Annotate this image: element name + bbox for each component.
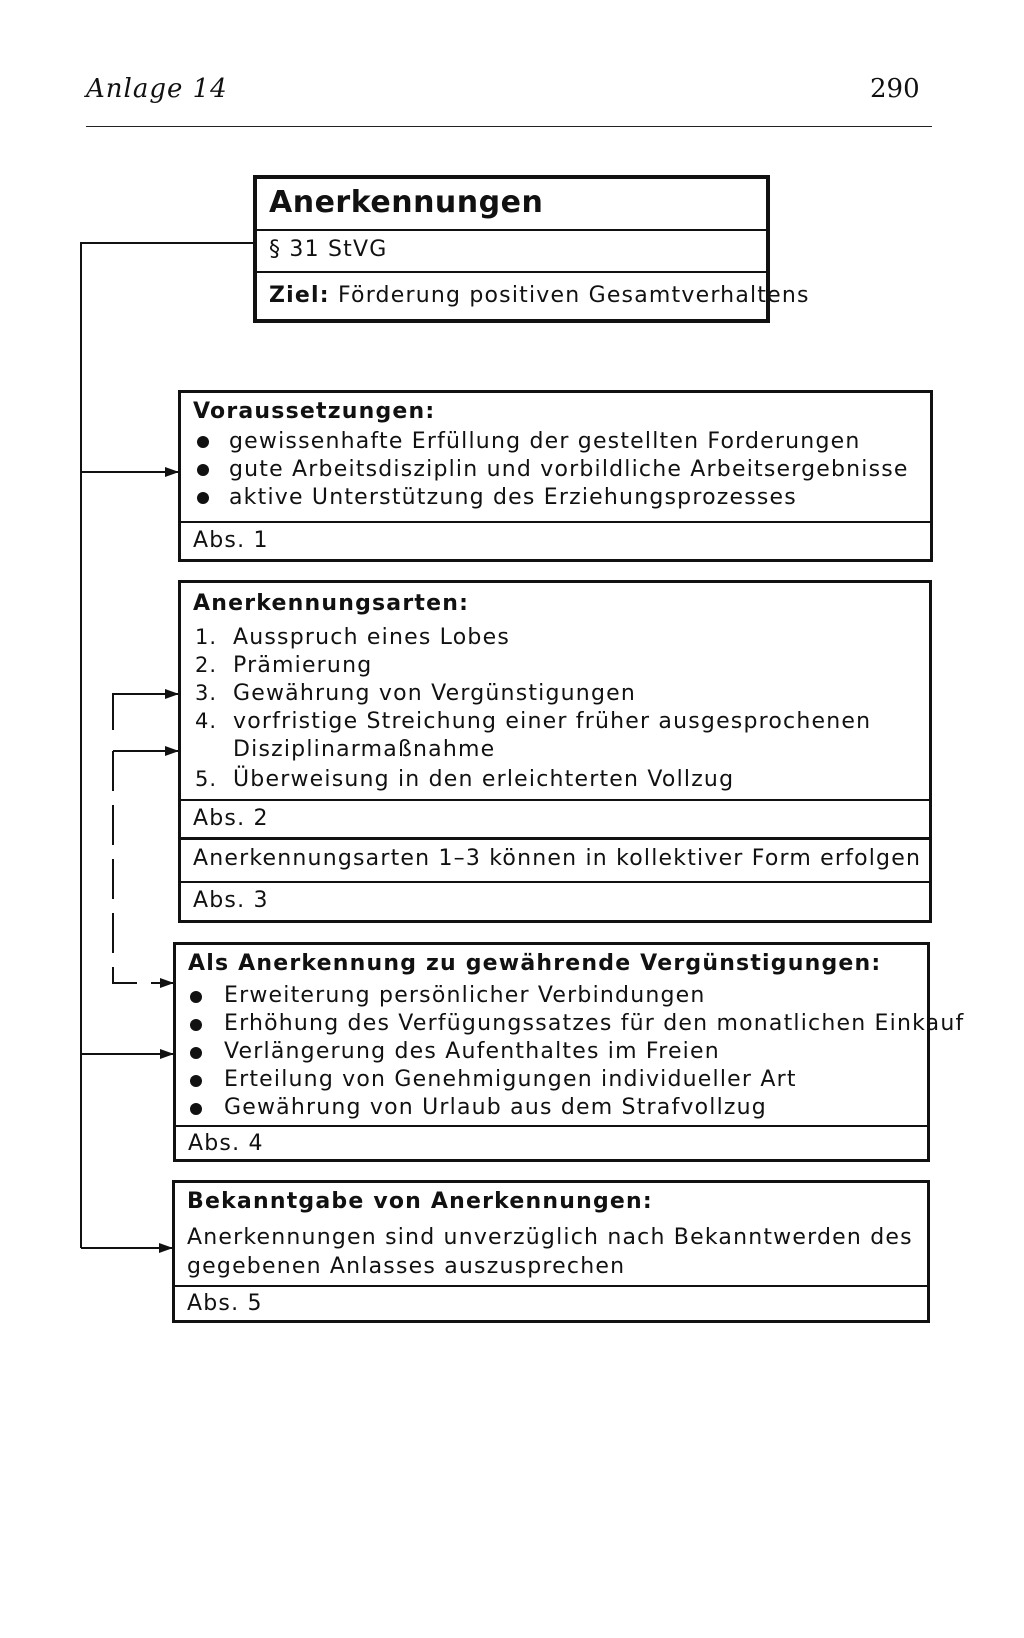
verguenstigung-item: Erhöhung des Verfügungssatzes für den monatlichen Einkauf xyxy=(224,1011,965,1036)
verguenstigung-item: Erteilung von Genehmigungen individueller Art xyxy=(224,1067,797,1092)
arten-title: Anerkennungsarten: xyxy=(193,591,470,616)
arten-item: Ausspruch eines Lobes xyxy=(233,625,510,650)
verguenstigungen-ref: Abs. 4 xyxy=(188,1131,264,1156)
main-title: Anerkennungen xyxy=(269,185,544,220)
box-voraussetzungen xyxy=(178,390,933,562)
bekanntgabe-title: Bekanntgabe von Anerkennungen: xyxy=(187,1189,653,1214)
main-ref-row xyxy=(257,229,766,271)
voraussetzungen-ref: Abs. 1 xyxy=(193,528,269,553)
voraussetzung-item: aktive Unterstützung des Erziehungsprozesses xyxy=(229,485,797,510)
bullet-icon xyxy=(197,464,209,476)
arten-item: Überweisung in den erleichterten Vollzug xyxy=(233,767,735,792)
bullet-icon xyxy=(197,436,209,448)
voraussetzungen-title: Voraussetzungen: xyxy=(193,399,436,424)
bekanntgabe-ref-row xyxy=(175,1285,927,1321)
bullet-icon xyxy=(190,1019,202,1031)
arten-ref: Abs. 2 xyxy=(193,806,269,831)
arten-note-ref: Abs. 3 xyxy=(193,888,269,913)
voraussetzung-item: gewissenhafte Erfüllung der gestellten Forderungen xyxy=(229,429,861,454)
goal-row xyxy=(257,271,810,319)
bekanntgabe-line: Anerkennungen sind unverzüglich nach Bekanntwerden des xyxy=(187,1225,913,1250)
arten-item: vorfristige Streichung einer früher ausgesprochenen xyxy=(233,709,872,734)
page-header-title: Anlage 14 xyxy=(86,74,228,104)
arten-note-row xyxy=(181,837,929,881)
arten-item: Prämierung xyxy=(233,653,373,678)
bullet-icon xyxy=(197,492,209,504)
arten-note-ref-row xyxy=(181,881,929,920)
bullet-icon xyxy=(190,991,202,1003)
bekanntgabe-ref: Abs. 5 xyxy=(187,1291,263,1316)
list-number: 5. xyxy=(195,767,218,791)
voraussetzung-item: gute Arbeitsdisziplin und vorbildliche Arbeitsergebnisse xyxy=(229,457,909,482)
main-box xyxy=(253,175,810,323)
bullet-icon xyxy=(190,1075,202,1087)
box-verguenstigungen xyxy=(173,942,965,1162)
bracket-arten xyxy=(113,694,178,730)
verguenstigungen-ref-row xyxy=(176,1125,927,1161)
box-anerkennungsarten xyxy=(178,580,932,923)
goal-text: Förderung positiven Gesamtverhaltens xyxy=(337,283,810,308)
list-number: 1. xyxy=(195,625,218,649)
arten-item-continuation: Disziplinarmaßnahme xyxy=(233,737,496,762)
dashed-link-verguenstigungen xyxy=(113,751,173,983)
voraussetzungen-ref-row xyxy=(181,521,930,559)
verguenstigung-item: Verlängerung des Aufenthaltes im Freien xyxy=(224,1039,720,1064)
arten-ref-row xyxy=(181,799,929,837)
arten-note: Anerkennungsarten 1–3 können in kollektiver Form erfolgen xyxy=(193,846,922,871)
arten-item: Gewährung von Vergünstigungen xyxy=(233,681,636,706)
main-title-row xyxy=(257,179,766,229)
page-number: 290 xyxy=(870,74,920,104)
bekanntgabe-line: gegebenen Anlasses auszusprechen xyxy=(187,1254,626,1279)
verguenstigungen-title: Als Anerkennung zu gewährende Vergünstigungen: xyxy=(188,951,882,976)
list-number: 3. xyxy=(195,681,218,705)
verguenstigung-item: Erweiterung persönlicher Verbindungen xyxy=(224,983,706,1008)
goal-label: Ziel: xyxy=(269,283,330,308)
list-number: 2. xyxy=(195,653,218,677)
verguenstigung-item: Gewährung von Urlaub aus dem Strafvollzug xyxy=(224,1095,767,1120)
box-bekanntgabe xyxy=(172,1180,930,1323)
bullet-icon xyxy=(190,1047,202,1059)
bullet-icon xyxy=(190,1103,202,1115)
main-ref: § 31 StVG xyxy=(269,237,388,262)
list-number: 4. xyxy=(195,709,218,733)
